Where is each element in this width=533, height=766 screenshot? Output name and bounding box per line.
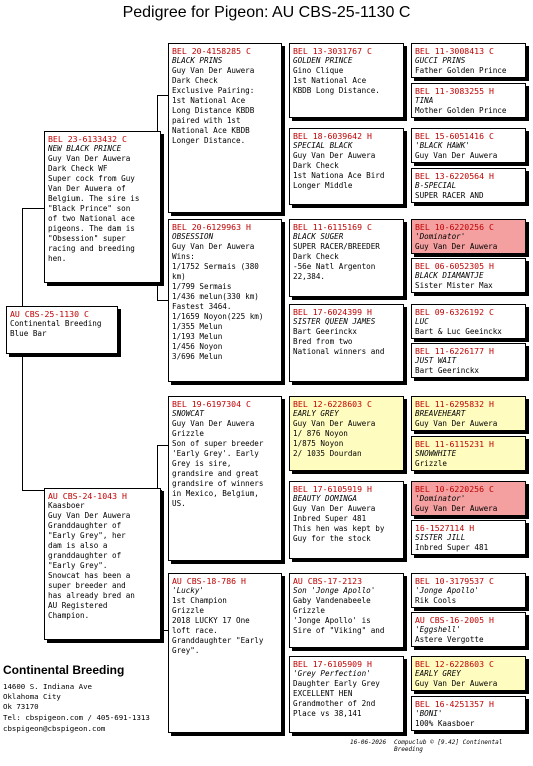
- breeder-state: Ok 73170: [3, 702, 39, 711]
- pigeon-name: Son 'Jonge Apollo': [293, 586, 376, 595]
- dam-box: [44, 488, 161, 640]
- pigeon-line: 'Early Grey'. Early: [172, 449, 259, 458]
- pigeon-band: BEL 10-3179537 C: [415, 576, 494, 586]
- pedigree-box-gen4: [411, 573, 526, 608]
- pigeon-band: BEL 11-6226177 H: [415, 346, 494, 356]
- pigeon-band: BEL 11-3008413 C: [415, 46, 494, 56]
- pigeon-line: Grey is sire,: [172, 459, 232, 468]
- pigeon-line: Guy Van Der Auwera: [172, 419, 255, 428]
- pigeon-line: Bart Geerinckx: [293, 327, 358, 336]
- pigeon-name: SISTER JILL: [415, 533, 466, 542]
- pigeon-band: 16-1527114 H: [415, 523, 475, 533]
- pigeon-line: Longer Distance.: [172, 136, 246, 145]
- sire-line: pigeons. The dam is: [48, 224, 135, 233]
- pedigree-box-gen2: [168, 43, 282, 213]
- pedigree-box-gen4: [411, 612, 526, 647]
- pigeon-line: 2018 LUCKY 17 One: [172, 616, 250, 625]
- pigeon-band: BEL 06-6052305 H: [415, 261, 494, 271]
- pedigree-box-gen3: [289, 481, 404, 559]
- pigeon-line: 1/436 melun(330 km): [172, 292, 259, 301]
- pigeon-line: Astere Vergotte: [415, 635, 484, 644]
- pigeon-line: This hen was kept by: [293, 524, 385, 533]
- pigeon-line: Rik Cools: [415, 596, 457, 605]
- pigeon-line: 1/193 Melun: [172, 332, 223, 341]
- connector-line: [22, 490, 44, 491]
- breeder-address: 14600 S. Indiana Ave: [3, 682, 92, 691]
- pedigree-box-gen4: [411, 128, 526, 163]
- pigeon-name: TINA: [415, 96, 434, 105]
- pigeon-name: BLACK SUGER: [293, 232, 344, 241]
- pigeon-line: Bart Geerinckx: [415, 366, 480, 375]
- pedigree-box-gen4: [411, 219, 526, 254]
- pigeon-line: 1st National Ace: [172, 96, 246, 105]
- pigeon-name: EARLY GREY: [293, 409, 339, 418]
- pigeon-band: BEL 17-6105919 H: [293, 484, 372, 494]
- pigeon-line: 'Jonge Apollo' is: [293, 616, 371, 625]
- pigeon-line: Dark Check: [293, 252, 339, 261]
- pigeon-line: 1/799 Sermais: [172, 282, 232, 291]
- pigeon-line: 1/456 Noyon: [172, 342, 223, 351]
- pedigree-box-gen4: [411, 304, 526, 339]
- pigeon-line: Guy Van Der Auwera: [293, 151, 376, 160]
- pigeon-band: BEL 11-6295832 H: [415, 399, 494, 409]
- breeder-phone: Tel: cbspigeon.com / 405-691-1313: [3, 713, 150, 722]
- pigeon-line: 1/355 Melun: [172, 322, 223, 331]
- pigeon-line: 1/ 876 Noyon: [293, 429, 348, 438]
- pigeon-name: EARLY GREY: [415, 669, 461, 678]
- breeder-name: Continental Breeding: [3, 663, 125, 677]
- pigeon-line: loft race.: [172, 626, 218, 635]
- pigeon-line: Guy Van Der Auwera: [415, 419, 498, 428]
- pigeon-band: AU CBS-18-786 H: [172, 576, 246, 586]
- pigeon-name: OBSESSION: [172, 232, 214, 241]
- pigeon-line: Gaby Vandenabeele: [293, 596, 371, 605]
- pigeon-line: Daughter Early Grey: [293, 679, 380, 688]
- pigeon-band: BEL 09-6326192 C: [415, 307, 494, 317]
- pigeon-line: Inbred Super 481: [293, 514, 367, 523]
- sire-line: Belgium. The sire is: [48, 194, 140, 203]
- pigeon-line: Guy Van Der Auwera: [293, 504, 376, 513]
- pigeon-name: GOLDEN PRINCE: [293, 56, 353, 65]
- dam-line: Guy Van Der Auwera: [48, 511, 131, 520]
- pigeon-name: 'Eggshell': [415, 625, 461, 634]
- pigeon-line: Guy Van Der Auwera: [172, 66, 255, 75]
- software-credit: Compuclub © [9.42] Continental Breeding: [394, 739, 503, 753]
- pigeon-line: Grizzle: [172, 606, 205, 615]
- pigeon-line: Grey".: [172, 646, 200, 655]
- pigeon-band: BEL 18-6039642 H: [293, 131, 372, 141]
- dam-line: Kaasboer: [48, 501, 85, 510]
- pigeon-band: BEL 10-6220256 C: [415, 484, 494, 494]
- pigeon-name: 'BONI': [415, 709, 443, 718]
- connector-line: [22, 208, 44, 209]
- pedigree-box-gen3: [289, 304, 404, 382]
- pedigree-box-gen4: [411, 436, 526, 471]
- pigeon-band: AU CBS-17-2123: [293, 576, 363, 586]
- pigeon-line: Grizzle: [293, 606, 326, 615]
- pigeon-line: Place vs 38,141: [293, 709, 362, 718]
- dam-line: dam is also a: [48, 541, 108, 550]
- sire-line: racing and breeding: [48, 244, 135, 253]
- pedigree-box-gen4: [411, 43, 526, 78]
- pedigree-box-gen3: [289, 396, 404, 471]
- pigeon-line: 100% Kaasboer: [415, 719, 475, 728]
- pigeon-line: Father Golden Prince: [415, 66, 507, 75]
- pigeon-line: Guy Van Der Auwera: [415, 151, 498, 160]
- pedigree-box-gen3: [289, 219, 404, 297]
- pigeon-line: Gino Clique: [293, 66, 344, 75]
- pigeon-line: Guy for the stock: [293, 534, 371, 543]
- dam-line: Snowcat has been a: [48, 571, 131, 580]
- pigeon-line: grandsire and great: [172, 469, 259, 478]
- pedigree-box-gen4: [411, 168, 526, 203]
- pigeon-name: LUC: [415, 317, 429, 326]
- sire-line: of two National ace: [48, 214, 135, 223]
- page-title: Pedigree for Pigeon: AU CBS-25-1130 C: [122, 4, 411, 21]
- pedigree-box-gen4: [411, 343, 526, 378]
- dam-line: has already bred an: [48, 591, 135, 600]
- pigeon-line: 1st Nationa Ace Bird: [293, 171, 385, 180]
- pigeon-line: Bred from two: [293, 337, 353, 346]
- pigeon-band: BEL 12-6228603 C: [415, 659, 494, 669]
- pigeon-name: 'Grey Perfection': [293, 669, 371, 678]
- pedigree-box-gen2: [168, 219, 282, 382]
- pedigree-box-gen4: [411, 520, 526, 555]
- connector-line: [157, 300, 168, 301]
- pigeon-band: AU CBS-16-2005 H: [415, 615, 494, 625]
- pigeon-line: 1st Champion: [172, 596, 227, 605]
- dam-line: Champion.: [48, 611, 90, 620]
- pedigree-box-gen2: [168, 573, 282, 733]
- pigeon-band: BEL 11-6115169 C: [293, 222, 372, 232]
- sire-line: "Black Prince" son: [48, 204, 131, 213]
- pigeon-line: SUPER RACER AND: [415, 191, 484, 200]
- pedigree-box-gen4: [411, 396, 526, 431]
- pigeon-band: BEL 10-6220256 C: [415, 222, 494, 232]
- pigeon-line: Guy Van Der Auwera: [172, 242, 255, 251]
- pigeon-line: in Mexico, Belgium,: [172, 489, 259, 498]
- breeder-email: cbspigeon@cbspigeon.com: [3, 724, 106, 733]
- dam-band: AU CBS-24-1043 H: [48, 491, 127, 501]
- pigeon-name: BREAVEHEART: [415, 409, 466, 418]
- pigeon-line: National Ace KBDB: [172, 126, 250, 135]
- pigeon-line: 1/1752 Sermais (380: [172, 262, 259, 271]
- pigeon-line: Mother Golden Prince: [415, 106, 507, 115]
- pigeon-name: JUST WAIT: [415, 356, 457, 365]
- pigeon-band: BEL 13-3031767 C: [293, 46, 372, 56]
- dam-line: granddaughter of: [48, 551, 122, 560]
- subject-line: Blue Bar: [10, 329, 47, 338]
- pigeon-line: Grizzle: [172, 429, 205, 438]
- sire-line: Super cock from Guy: [48, 174, 135, 183]
- pigeon-line: Bart & Luc Geeinckx: [415, 327, 502, 336]
- sire-name: NEW BLACK PRINCE: [48, 144, 122, 153]
- pigeon-line: Sister Mister Max: [415, 281, 493, 290]
- dam-line: "Early Grey".: [48, 561, 108, 570]
- pigeon-name: SPECIAL BLACK: [293, 141, 353, 150]
- dam-line: Granddaughter of: [48, 521, 122, 530]
- pedigree-box-gen4: [411, 258, 526, 293]
- pigeon-name: BEAUTY DOMINGA: [293, 494, 358, 503]
- sire-line: Dark Check WF: [48, 164, 108, 173]
- pigeon-line: 22,384.: [293, 272, 326, 281]
- pedigree-box-gen4: [411, 656, 526, 691]
- pigeon-line: 1/875 Noyon: [293, 439, 344, 448]
- pigeon-line: grandsire of winners: [172, 479, 264, 488]
- breeder-city: Oklahoma City: [3, 692, 61, 701]
- pigeon-line: 1st National Ace: [293, 76, 367, 85]
- pigeon-name: SNOWWHITE: [415, 449, 457, 458]
- pigeon-line: Guy Van Der Auwera: [415, 242, 498, 251]
- pigeon-line: Grandmother of 2nd: [293, 699, 376, 708]
- pigeon-band: BEL 11-3083255 H: [415, 86, 494, 96]
- pigeon-band: BEL 17-6024399 H: [293, 307, 372, 317]
- pigeon-name: 'Dominator': [415, 232, 466, 241]
- pigeon-name: 'Lucky': [172, 586, 205, 595]
- sire-line: hen.: [48, 254, 67, 263]
- pigeon-line: paired with 1st: [172, 116, 241, 125]
- sire-box: [44, 131, 161, 283]
- print-date: 16-06-2026: [350, 739, 387, 746]
- pigeon-line: 2/ 1035 Dourdan: [293, 449, 362, 458]
- subject-band: AU CBS-25-1130 C: [10, 309, 89, 319]
- pigeon-line: Guy Van Der Auwera: [415, 504, 498, 513]
- pigeon-band: BEL 11-6115231 H: [415, 439, 494, 449]
- pigeon-line: Dark Check: [293, 161, 339, 170]
- dam-line: "Early Grey", her: [48, 531, 126, 540]
- pigeon-line: 1/1659 Noyon(225 km): [172, 312, 264, 321]
- pigeon-band: BEL 12-6228603 C: [293, 399, 372, 409]
- pigeon-band: BEL 20-6129963 H: [172, 222, 251, 232]
- sire-line: "Obsession" super: [48, 234, 126, 243]
- pigeon-name: BLACK PRINS: [172, 56, 223, 65]
- pigeon-name: BLACK DIAMANTJE: [415, 271, 484, 280]
- pigeon-name: 'BLACK HAWK': [415, 141, 470, 150]
- pigeon-name: 'Dominator': [415, 494, 466, 503]
- pigeon-line: Inbred Super 481: [415, 543, 489, 552]
- pedigree-box-gen3: [289, 128, 404, 205]
- pedigree-box-gen2: [168, 396, 282, 561]
- subject-box: [6, 306, 118, 354]
- pedigree-box-gen4: [411, 83, 526, 118]
- pigeon-line: Guy Van Der Auwera: [415, 679, 498, 688]
- pigeon-line: Sire of "Viking" and: [293, 626, 385, 635]
- pigeon-line: SUPER RACER/BREEDER: [293, 242, 380, 251]
- pigeon-line: KBDB Long Distance.: [293, 86, 380, 95]
- pigeon-band: BEL 17-6105909 H: [293, 659, 372, 669]
- sire-line: Guy Van Der Auwera: [48, 154, 131, 163]
- pedigree-box-gen4: [411, 696, 526, 731]
- pigeon-line: Son of super breeder: [172, 439, 264, 448]
- pigeon-name: 'Jonge Apollo': [415, 586, 480, 595]
- pedigree-box-gen4: [411, 481, 526, 516]
- pigeon-line: Granddaughter "Early: [172, 636, 264, 645]
- pigeon-band: BEL 16-4251357 H: [415, 699, 494, 709]
- pigeon-line: Exclusive Pairing:: [172, 86, 255, 95]
- pigeon-line: km): [172, 272, 186, 281]
- pigeon-band: BEL 20-4158285 C: [172, 46, 251, 56]
- pigeon-line: Fastest 3464.: [172, 302, 232, 311]
- pigeon-line: US.: [172, 499, 186, 508]
- pigeon-line: Longer Middle: [293, 181, 353, 190]
- pigeon-name: SISTER QUEEN JAMES: [293, 317, 376, 326]
- pigeon-line: Wins:: [172, 252, 195, 261]
- dam-line: super breeder and: [48, 581, 126, 590]
- dam-line: AU Registered: [48, 601, 108, 610]
- pigeon-line: Guy Van Der Auwera: [293, 419, 376, 428]
- pigeon-name: SNOWCAT: [172, 409, 205, 418]
- pigeon-band: BEL 13-6220564 H: [415, 171, 494, 181]
- pigeon-line: Long Distance KBDB: [172, 106, 255, 115]
- subject-line: Continental Breeding: [10, 319, 102, 328]
- pedigree-box-gen3: [289, 43, 404, 118]
- pigeon-line: Grizzle: [415, 459, 448, 468]
- pedigree-box-gen3: [289, 656, 404, 733]
- pigeon-line: 3/696 Melun: [172, 352, 223, 361]
- pigeon-name: GUCCI PRINS: [415, 56, 466, 65]
- pigeon-line: National winners and: [293, 347, 385, 356]
- pigeon-line: Dark Check: [172, 76, 218, 85]
- connector-line: [157, 445, 168, 446]
- pigeon-line: EXCELLENT HEN: [293, 689, 353, 698]
- connector-line: [157, 95, 168, 96]
- pigeon-line: -56e Natl Argenton: [293, 262, 376, 271]
- pedigree-box-gen3: [289, 573, 404, 648]
- pigeon-band: BEL 19-6197304 C: [172, 399, 251, 409]
- sire-line: Van Der Auwera of: [48, 184, 126, 193]
- sire-band: BEL 23-6133432 C: [48, 134, 127, 144]
- pigeon-name: B-SPECIAL: [415, 181, 457, 190]
- pigeon-band: BEL 15-6051416 C: [415, 131, 494, 141]
